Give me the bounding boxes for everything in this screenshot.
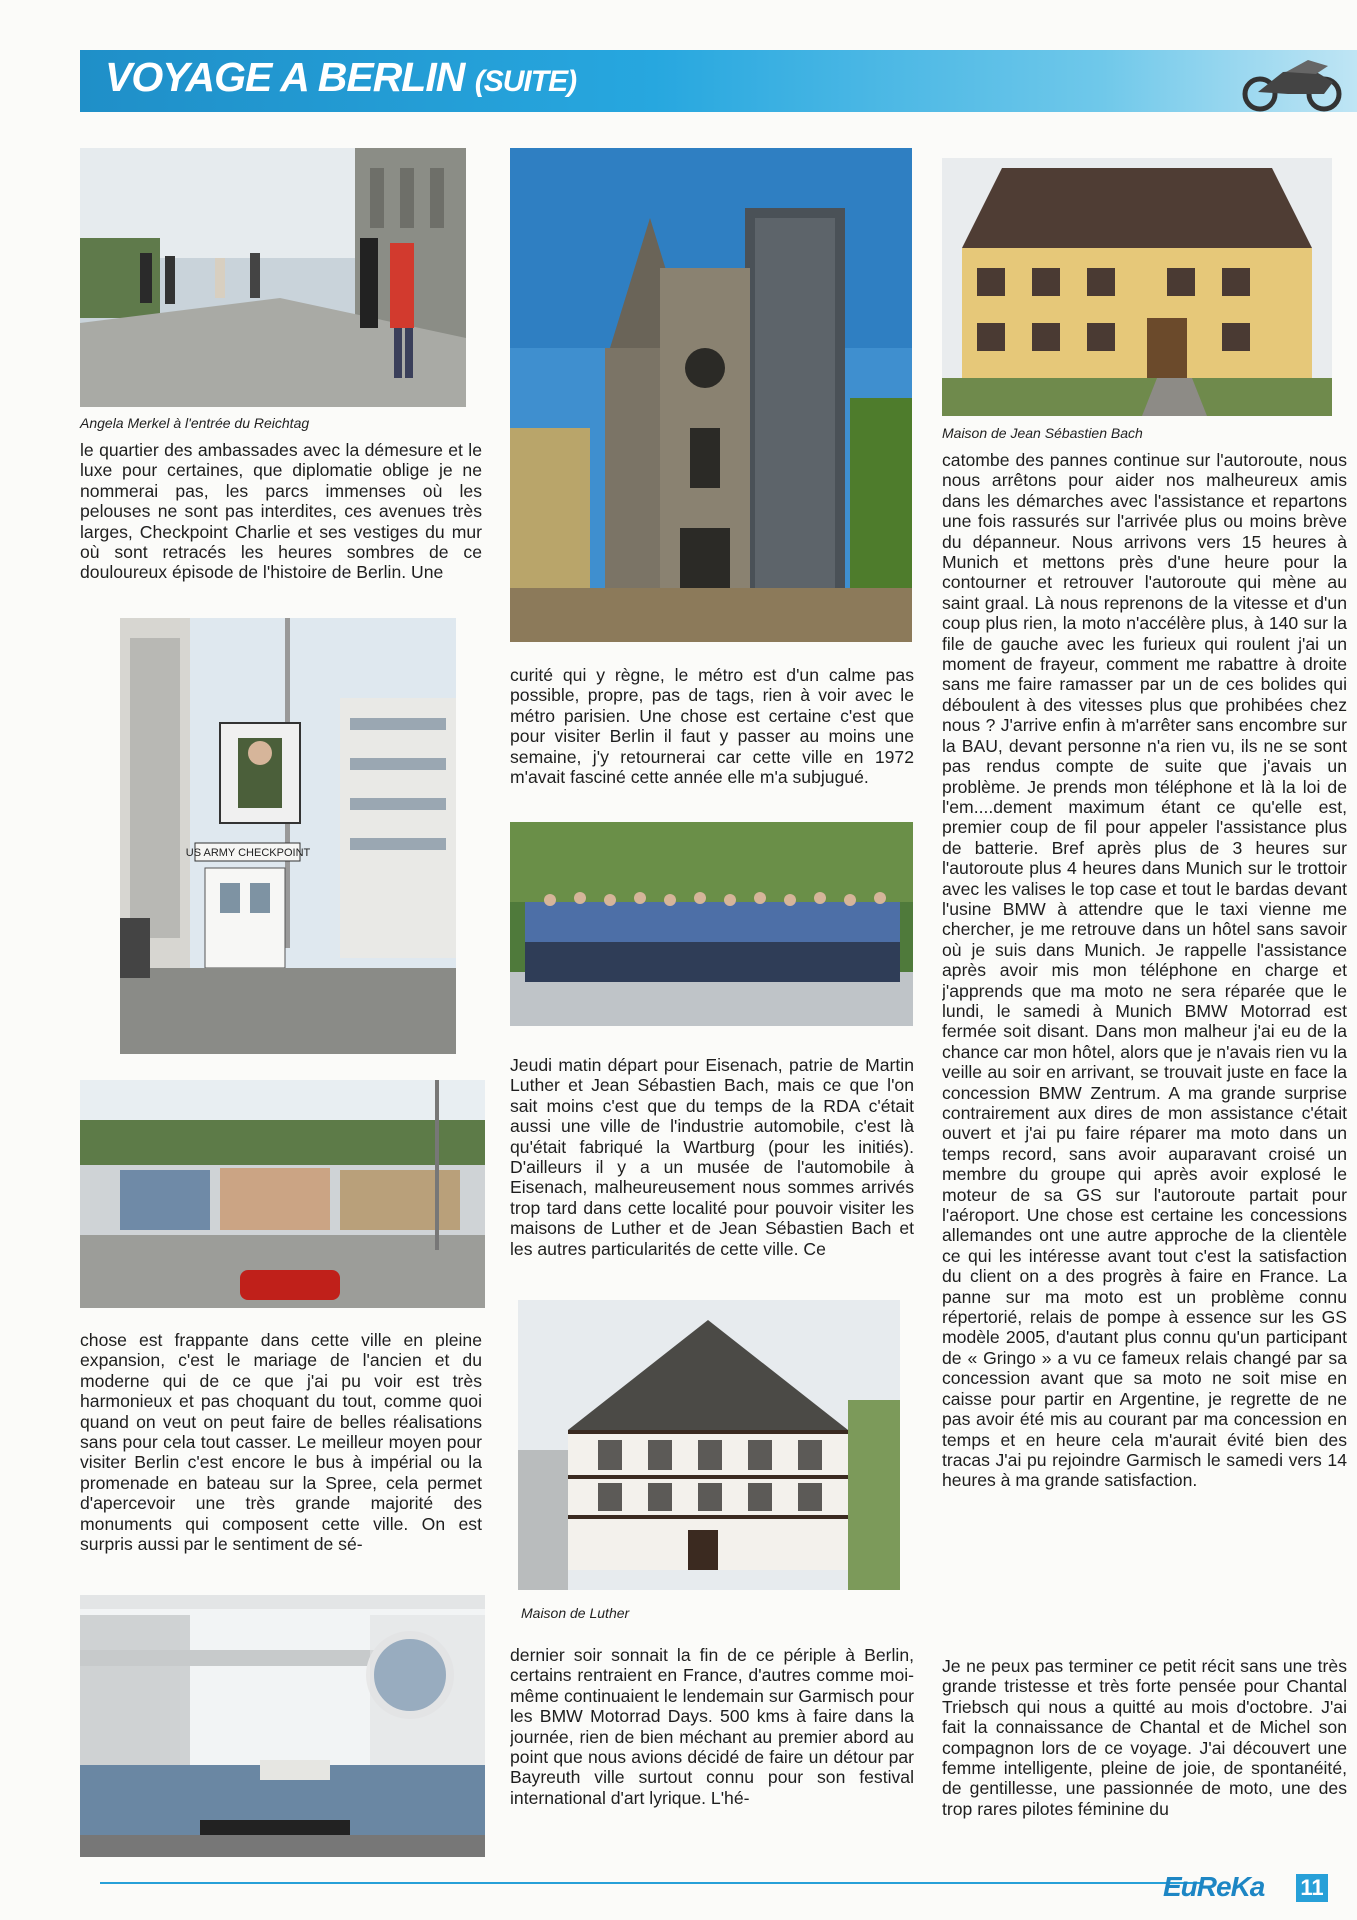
eureka-logo: EuReKa bbox=[1163, 1871, 1265, 1902]
photo-reichtag bbox=[80, 148, 466, 407]
photo-checkpoint-charlie bbox=[120, 618, 456, 1054]
photo-berlin-wall bbox=[80, 1080, 485, 1308]
column-2-text-c: dernier soir sonnait la fin de ce périple à Berlin, certains rentraient en France, d'autres comme moi-même continuaient le lendemain sur Garmisch pour les BMW Motorrad Days. 500 kms à faire dans la journée, rien de bien méchant au premier abord au point que nous avions décidé de faire un détour par Bayreuth ville surtout connu pour son festival international d'art lyrique. L'hé- bbox=[510, 1645, 914, 1808]
column-1-text-b: chose est frappante dans cette ville en pleine expansion, c'est le mariage de l'ancien et du moderne qui de ce que j'ai pu voir est très harmonieux et pas choquant du tout, comme quoi quand on veut on peut faire de belles réalisations sans pour cela tout casser. Le meilleur moyen pour visiter Berlin c'est encore le bus à impérial ou la promenade en bateau sur la Spree, cela permet d'apercevoir une très grande majorité des monuments qui composent cette ville. On est surpris aussi par le sentiment de sé- bbox=[80, 1330, 482, 1555]
caption-luther: Maison de Luther bbox=[521, 1605, 630, 1621]
checkpoint-sign: US ARMY CHECKPOINT bbox=[185, 847, 311, 859]
column-2-text-b: Jeudi matin départ pour Eisenach, patrie de Martin Luther et Jean Sébastien Bach, mais ce que l'on sait moins c'est que du temps de la RDA c'était aussi une ville de l'industrie automobile, c'est là qu'était fabriqué la Wartburg (pour les initiés). D'ailleurs il y a un musée de l'automobile à Eisenach, malheureusement nous sommes arrivés trop tard dans cette localité pour pouvoir visiter les maisons de Luther et de Jean Sébastien Bach et les autres particularités de cette ville. Ce bbox=[510, 1055, 914, 1259]
photo-luther-house bbox=[518, 1300, 900, 1590]
title-main: VOYAGE A BERLIN bbox=[105, 54, 465, 100]
page-title bbox=[105, 54, 576, 101]
page-number: 11 bbox=[1296, 1874, 1328, 1902]
photo-memorial-church bbox=[510, 148, 912, 642]
motorcycle-icon bbox=[1238, 52, 1348, 112]
title-suffix: (SUITE) bbox=[474, 65, 577, 98]
column-2-text-a: curité qui y règne, le métro est d'un calme pas possible, propre, pas de tags, rien à voir avec le métro parisien. Une chose est certaine c'est que pour visiter Berlin il faut y passer au moins une semaine, j'y retournerai car cette ville en 1972 m'avait fasciné cette année elle m'a subjugué. bbox=[510, 665, 914, 788]
column-3-text-a: catombe des pannes continue sur l'autoroute, nous nous arrêtons pour aider nos malheureux amis dans les démarches avec l'assistance et repartons une fois rassurés sur l'arrivée plus ou moins brève du dépanneur. Nous arrivons vers 15 heures à Munich et mettons près d'une heure pour la contourner et retrouver l'autoroute qui mène au saint graal. Là nous reprenons de la vitesse et d'un coup plus rien, la moto n'accélère plus, à 140 sur la file de gauche avec les furieux qui roulent j'ai un moment de frayeur, comment me rabattre à droite sans me faire ramasser par un de ces bolides qui déboulent à des vitesses plus que prohibées chez nous ? J'arrive enfin à m'arrêter sans encombre sur la BAU, devant personne n'a rien vu, ils ne se sont pas rendus compte de suite que j'avais un problème. Je prends mon téléphone et là la loi de l'em....dement maximum étant ce qu'elle est, premier coup de fil pour appeler l'assistance plus de batterie. Bref après plus de 3 heures sur l'autoroute plus 4 heures dans Munich sur le trottoir avec les valises le top case et tout le bardas devant l'usine BMW à attendre que le taxi vienne me chercher, je me retrouve dans un hôtel sans savoir où je suis dans Munich. Je rappelle l'assistance après avoir mis mon téléphone en charge et j'apprends que ma moto ne sera réparée que le lundi, le samedi à Munich BMW Motorrad est fermée soit disant. Dans mon malheur j'ai eu de la chance car mon hôtel, alors que je n'avais rien vu la veille au soir en arrivant, se trouvait juste en face la concession BMW Zentrum. A ma grande surprise contrairement aux dires de mon assistance c'était ouvert et j'ai pu faire réparer ma moto dans un temps record, sans avoir auparavant croisé un membre du groupe qui après avoir explosé le moteur de sa GS sur l'autoroute partait pour l'aéroport. Une chose est certaine les concessions allemandes ont une autre approche de la clientèle ce qui les intéresse avant tout c'est la satisfaction du client on a des progrès à faire en France. La panne sur ma moto est un problème connu répertorié, relais de pompe à essence sur les GS modèle 2005, d'autant plus connu qu'un participant de « Gringo » a vu ce fameux relais changé par sa concession avant que sa moto ne soit mise en caisse pour partir en Argentine, je regrette de ne pas avoir été mis au courant par ma concession en temps et en heure cela m'aurait évité bien des tracas J'ai pu rejoindre Garmisch le samedi vers 14 heures à ma grande satisfaction. bbox=[942, 450, 1347, 1491]
photo-bach-house bbox=[942, 158, 1332, 416]
column-1-text-a: le quartier des ambassades avec la démesure et le luxe pour certaines, que diplomatie oblige je ne nommerai pas, les parcs immenses où les pelouses ne sont pas interdites, ces avenues très larges, Checkpoint Charlie et ses vestiges du mur où sont retracés les heures sombres de ce douloureux épisode de l'histoire de Berlin. Une bbox=[80, 440, 482, 583]
caption-reichtag: Angela Merkel à l'entrée du Reichtag bbox=[80, 415, 310, 431]
footer-rule bbox=[100, 1882, 1200, 1884]
caption-bach: Maison de Jean Sébastien Bach bbox=[942, 425, 1143, 441]
column-3-text-b: Je ne peux pas terminer ce petit récit sans une très grande tristesse et très forte pensée pour Chantal Triebsch qui nous a quitté au mois d'octobre. J'ai fait la connaissance de Chantal et de Michel son compagnon lors de ce voyage. J'ai découvert une femme intelligente, pleine de joie, de spontanéité, de gentillesse, une passionnée de moto, une des trop rares pilotes féminine du bbox=[942, 1656, 1347, 1819]
photo-group bbox=[510, 822, 913, 1026]
photo-spree-river bbox=[80, 1595, 485, 1857]
